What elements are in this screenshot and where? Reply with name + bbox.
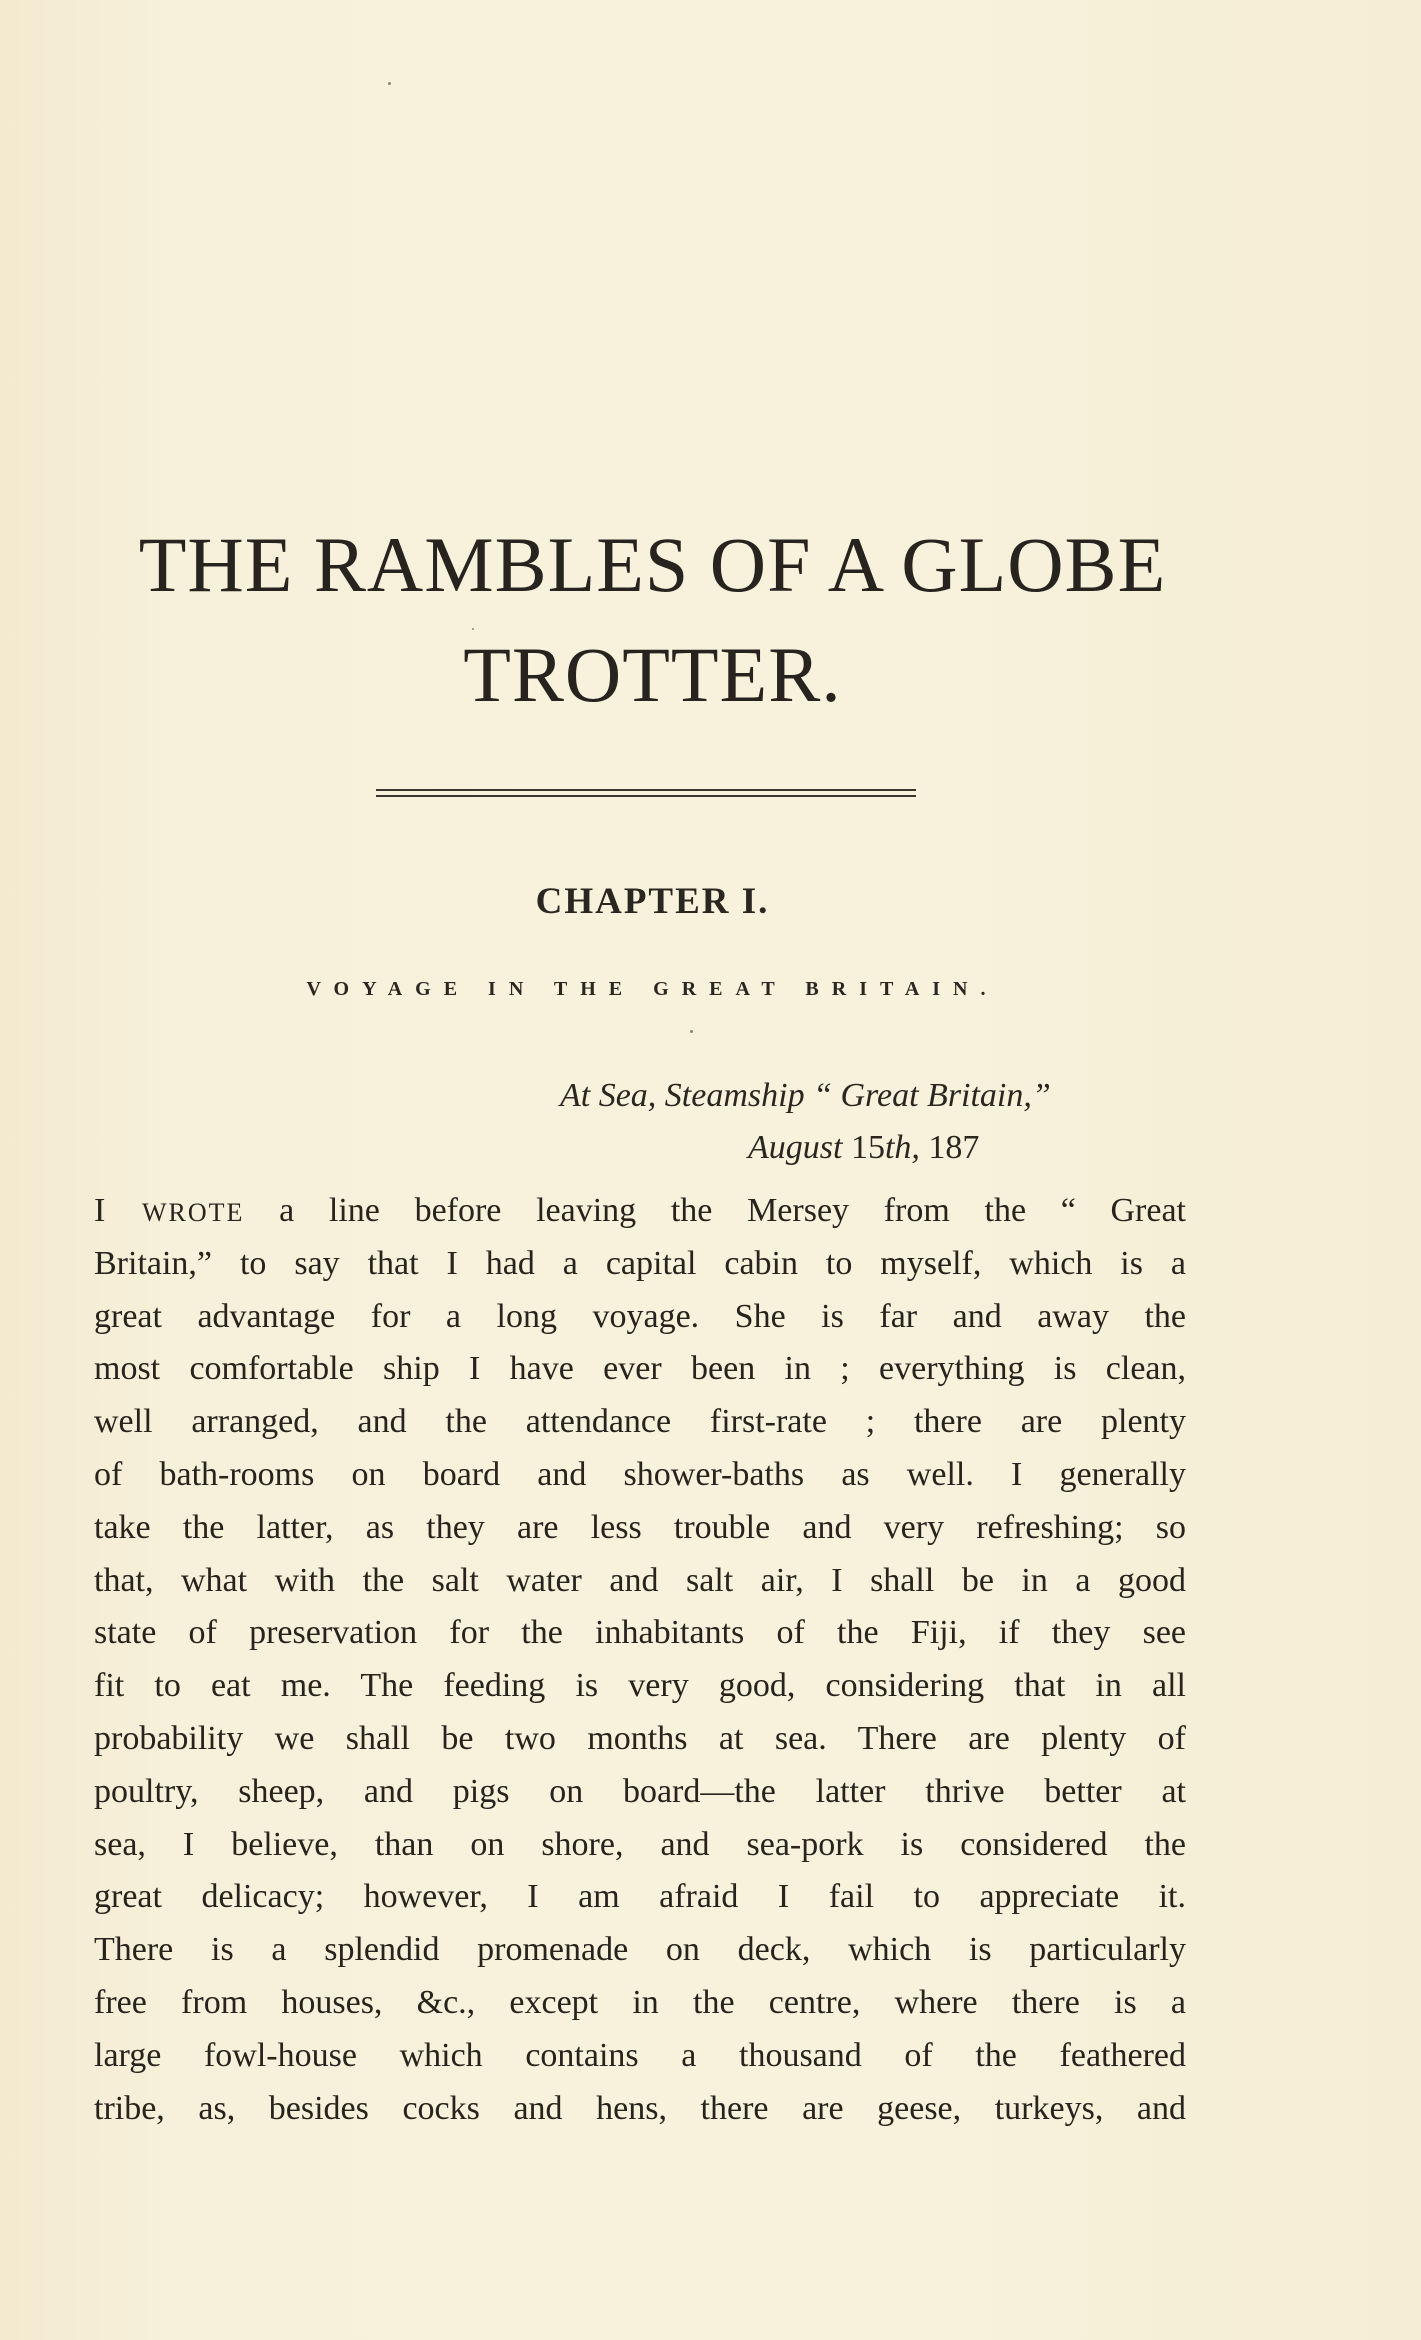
- body-line: poultry, sheep, and pigs on board—the latter thrive better at: [94, 1772, 1186, 1810]
- body-line: probability we shall be two months at sea. There are plenty of: [94, 1719, 1186, 1757]
- book-title: [0, 510, 1305, 730]
- body-line: take the latter, as they are less trouble and very refreshing; so: [94, 1508, 1186, 1546]
- chapter-heading: CHAPTER I.: [535, 881, 770, 922]
- paper-speck: [690, 1030, 693, 1033]
- body-line: fit to eat me. The feeding is very good, considering that in all: [94, 1667, 1186, 1705]
- body-line: great delicacy; however, I am afraid I fail to appreciate it.: [94, 1878, 1186, 1916]
- body-line: Britain,” to say that I had a capital cabin to myself, which is a: [94, 1244, 1186, 1282]
- body-line: most comfortable ship I have ever been in ; everything is clean,: [94, 1350, 1186, 1388]
- body-line: tribe, as, besides cocks and hens, there are geese, turkeys, and: [94, 2089, 1186, 2127]
- paper-speck: [472, 628, 474, 630]
- dateline-day-suffix: th,: [884, 1129, 920, 1166]
- title-divider-rule: [376, 789, 916, 797]
- body-line: state of preservation for the inhabitants of the Fiji, if they see: [94, 1614, 1186, 1652]
- chapter-subtitle: VOYAGE IN THE GREAT BRITAIN.: [306, 978, 999, 1000]
- dateline-day-number: 15: [850, 1129, 885, 1166]
- book-title-line-1: THE RAMBLES OF A GLOBE: [138, 521, 1167, 608]
- body-line: sea, I believe, than on shore, and sea-pork is considered the: [94, 1825, 1186, 1863]
- body-text: [94, 1185, 1186, 2135]
- dateline-month: August: [748, 1129, 843, 1166]
- paper-speck: [388, 82, 391, 85]
- dateline-year: 187: [928, 1129, 980, 1166]
- body-line: of bath-rooms on board and shower-baths as well. I generally: [94, 1455, 1186, 1493]
- body-line: that, what with the salt water and salt air, I shall be in a good: [94, 1561, 1186, 1599]
- body-line: well arranged, and the attendance first-rate ; there are plenty: [94, 1403, 1186, 1441]
- book-title-line-2: TROTTER.: [463, 631, 842, 718]
- body-line: great advantage for a long voyage. She is far and away the: [94, 1297, 1186, 1335]
- dateline-place: At Sea, Steamship “ Great Britain,”: [560, 1077, 1051, 1114]
- dateline-date: [560, 1122, 1200, 1174]
- letter-dateline: [560, 1070, 1200, 1174]
- body-line: large fowl-house which contains a thousand of the feathered: [94, 2036, 1186, 2074]
- body-line: free from houses, &c., except in the centre, where there is a: [94, 1983, 1186, 2021]
- body-line: There is a splendid promenade on deck, which is particularly: [94, 1931, 1186, 1969]
- body-first-word: I WROTE: [94, 1192, 245, 1229]
- body-line: I WROTE a line before leaving the Mersey from the “ Great: [94, 1192, 1186, 1229]
